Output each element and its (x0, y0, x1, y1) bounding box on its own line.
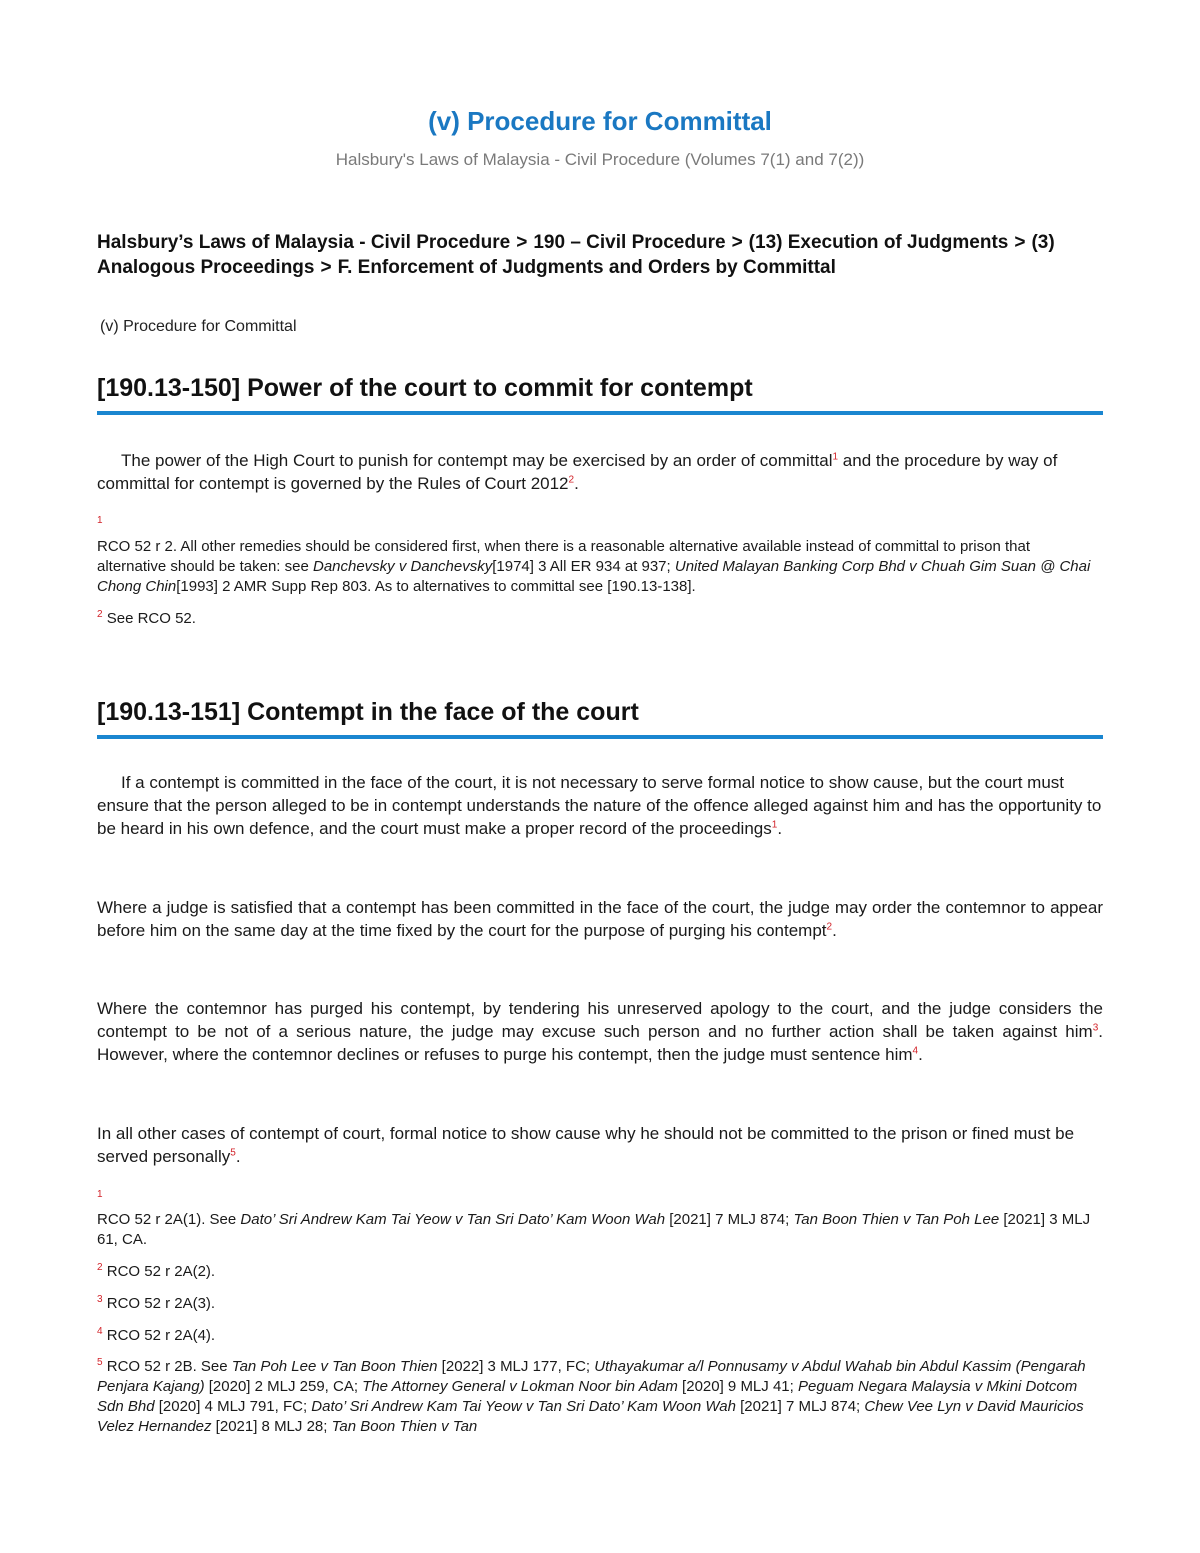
section2-paragraph-1: If a contempt is committed in the face of the court, it is not necessary to serve formal notice to show cause, but the court must ensure that the person alleged to be in contempt understands the nature of the offence alleged against him and has the opportunity to be heard in his own defence, and the court must make a proper record of the proceedings$^1$. (97, 773, 1102, 838)
footnote-number: 1 (97, 1189, 103, 1200)
section1-paragraph: The power of the High Court to punish for contempt may be exercised by an order of committal$^1$ and the procedure by way of committal for contempt is governed by the Rules of Court 2012$^2$. (97, 451, 1058, 493)
footnote-ref-5[interactable]: 5 (230, 1147, 236, 1159)
footnote-2: $^2$ RCO 52 r 2A(2). (97, 1262, 216, 1280)
footnote-ref-3[interactable]: 3 (1092, 1022, 1099, 1034)
footnote-ref-2[interactable]: 2 (568, 474, 575, 486)
footnote-ref-4[interactable]: 4 (912, 1045, 919, 1057)
breadcrumb-item-5[interactable]: F. Enforcement of Judgments and Orders by Committal (337, 257, 836, 278)
section-subpath: (v) Procedure for Committal (100, 318, 297, 335)
footnote-ref-1[interactable]: 1 (832, 451, 839, 463)
footnote-1: RCO 52 r 2. All other remedies should be considered first, when there is a reasonable alternative available instead of committal to prison that alternative should be taken: see Danchevsky v Danchevsky[1974] 3 All ER 934 at 937; United Malayan Banking Corp Bhd v Chuah Gim Suan @ Chai Chong Chin[1993] 2 AMR Supp Rep 803. As to alternatives to committal see [190.13-138]. (97, 538, 1091, 595)
footnote-1: RCO 52 r 2A(1). See Dato’ Sri Andrew Kam Tai Yeow v Tan Sri Dato’ Kam Woon Wah [2021] 7 MLJ 874; Tan Boon Thien v Tan Poh Lee [2021] 3 MLJ 61, CA. (97, 1211, 1091, 1248)
footnote-ref-1[interactable]: 1 (771, 819, 778, 831)
breadcrumb-item-3[interactable]: (13) Execution of Judgments (748, 232, 1009, 253)
footnote-2: $^2$ See RCO 52. (97, 609, 196, 627)
footnote-3: $^3$ RCO 52 r 2A(3). (97, 1294, 216, 1312)
page-title: (v) Procedure for Committal (428, 106, 772, 136)
breadcrumb-separator: > (516, 232, 528, 253)
breadcrumb-separator: > (320, 257, 332, 278)
breadcrumb-item-1[interactable]: Halsbury’s Laws of Malaysia - Civil Procedure (97, 232, 511, 253)
section-heading-190-13-150: [190.13-150] Power of the court to commit for contempt (97, 374, 1103, 415)
section2-paragraph-4: In all other cases of contempt of court, formal notice to show cause why he should not be committed to the prison or fined must be served personally$^5$. (97, 1124, 1075, 1166)
page-subtitle: Halsbury's Laws of Malaysia - Civil Procedure (Volumes 7(1) and 7(2)) (335, 150, 865, 169)
breadcrumb-item-4[interactable]: (3) Analogous Proceedings (97, 232, 1055, 278)
breadcrumb-item-2[interactable]: 190 – Civil Procedure (533, 232, 726, 253)
footnote-ref-2[interactable]: 2 (826, 921, 833, 933)
footnote-number: 1 (97, 515, 103, 526)
breadcrumb-separator: > (1014, 232, 1026, 253)
breadcrumb (97, 230, 1103, 280)
section2-paragraph-2: Where a judge is satisfied that a contempt has been committed in the face of the court, the judge may order the contemnor to appear before him on the same day at the time fixed by the court for the purpose of purging his contempt$^2$. (97, 898, 1103, 940)
footnote-4: $^4$ RCO 52 r 2A(4). (97, 1326, 216, 1344)
breadcrumb-separator: > (731, 232, 743, 253)
section-heading-190-13-151: [190.13-151] Contempt in the face of the court (97, 698, 1103, 739)
section2-paragraph-3: Where the contemnor has purged his contempt, by tendering his unreserved apology to the court, and the judge considers the contempt to be not of a serious nature, the judge may excuse such person and no further action shall be taken against him$^3$. However, where the contemnor declines or refuses to purge his contempt, then the judge must sentence him$^4$. (97, 999, 1103, 1064)
footnote-5: $^5$ RCO 52 r 2B. See Tan Poh Lee v Tan Boon Thien [2022] 3 MLJ 177, FC; Uthayakumar a/l Ponnusamy v Abdul Wahab bin Abdul Kassim (Pengarah Penjara Kajang) [2020] 2 MLJ 259, CA; The Attorney General v Lokman Noor bin Adam [2020] 9 MLJ 41; Peguam Negara Malaysia v Mkini Dotcom Sdn Bhd [2020] 4 MLJ 791, FC; Dato’ Sri Andrew Kam Tai Yeow v Tan Sri Dato’ Kam Woon Wah [2021] 7 MLJ 874; Chew Vee Lyn v David Mauricios Velez Hernandez [2021] 8 MLJ 28; Tan Boon Thien v Tan (97, 1357, 1086, 1435)
